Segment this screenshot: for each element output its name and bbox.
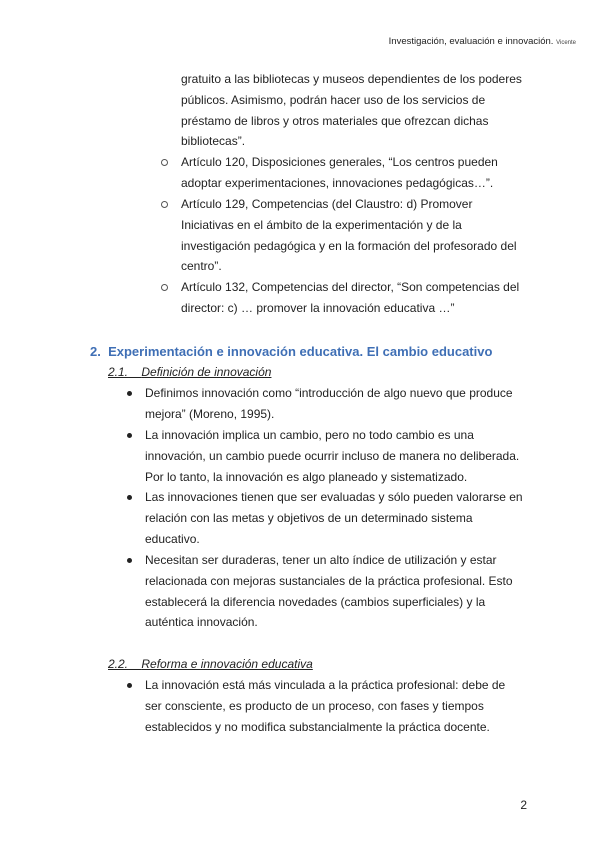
text-line: mejora” (Moreno, 1995).	[145, 407, 275, 421]
text-line: educativo.	[145, 532, 200, 546]
text-line: La innovación está más vinculada a la práctica profesional: debe de	[145, 678, 506, 692]
text-line: públicos. Asimismo, podrán hacer uso de los servicios de	[181, 93, 486, 107]
page-header	[389, 36, 576, 47]
circle-bullet-icon	[161, 159, 168, 166]
subsection-title: Reforma e innovación educativa	[141, 657, 313, 671]
text-line: investigación pedagógica y en la formación del profesorado del	[181, 239, 517, 253]
text-line: auténtica innovación.	[145, 615, 258, 629]
text-line: Definimos innovación como “introducción de algo nuevo que produce	[145, 386, 513, 400]
text-line: Iniciativas en el ámbito de la experimentación y de la	[181, 218, 462, 232]
text-line: Necesitan ser duraderas, tener un alto índice de utilización y estar	[145, 553, 497, 567]
section-heading	[90, 344, 492, 359]
header-title: Investigación, evaluación e innovación.	[388, 36, 554, 47]
text-line: establecidos y no modifica substancialmente la práctica docente.	[145, 720, 490, 734]
section-title: Experimentación e innovación educativa. El cambio educativo	[108, 344, 493, 359]
text-line: Artículo 129, Competencias (del Claustro: d) Promover	[181, 197, 473, 211]
text-line: Artículo 132, Competencias del director, “Son competencias del	[181, 280, 520, 294]
text-line: relacionada con mejoras sustanciales de la práctica profesional. Esto	[145, 574, 513, 588]
text-line: Por lo tanto, la innovación es algo planeado y sistematizado.	[145, 470, 468, 484]
subsection-heading	[108, 657, 313, 671]
bullet-icon	[127, 495, 132, 500]
text-line: adoptar experimentaciones, innovaciones pedagógicas…”.	[181, 176, 494, 190]
header-author: Vicente	[556, 40, 576, 46]
text-line: préstamo de libros y otros materiales que ofrezcan dichas	[181, 114, 489, 128]
subsection-title: Definición de innovación	[141, 365, 272, 379]
bullet-icon	[127, 391, 132, 396]
text-line: gratuito a las bibliotecas y museos dependientes de los poderes	[181, 72, 522, 86]
bullet-icon	[127, 433, 132, 438]
bullet-icon	[127, 558, 132, 563]
circle-bullet-icon	[161, 284, 168, 291]
text-line: centro”.	[181, 259, 222, 273]
subsection-number: 2.2.	[108, 657, 129, 671]
text-line: ser consciente, es producto de un proceso, con fases y tiempos	[145, 699, 484, 713]
text-line: relación con las metas y objetivos de un determinado sistema	[145, 511, 473, 525]
text-line: establecerá la diferencia novedades (cambios superficiales) y la	[145, 595, 486, 609]
subsection-number: 2.1.	[108, 365, 129, 379]
text-line: bibliotecas”.	[181, 134, 246, 148]
text-line: Las innovaciones tienen que ser evaluadas y sólo pueden valorarse en	[145, 490, 523, 504]
page-number: 2	[520, 798, 527, 812]
text-line: La innovación implica un cambio, pero no todo cambio es una	[145, 428, 474, 442]
section-number: 2.	[90, 344, 101, 359]
subsection-heading	[108, 365, 271, 379]
text-line: director: c) … promover la innovación educativa …”	[181, 301, 455, 315]
circle-bullet-icon	[161, 201, 168, 208]
text-line: Artículo 120, Disposiciones generales, “Los centros pueden	[181, 155, 498, 169]
text-line: innovación, un cambio puede ocurrir incluso de manera no deliberada.	[145, 449, 520, 463]
bullet-icon	[127, 683, 132, 688]
